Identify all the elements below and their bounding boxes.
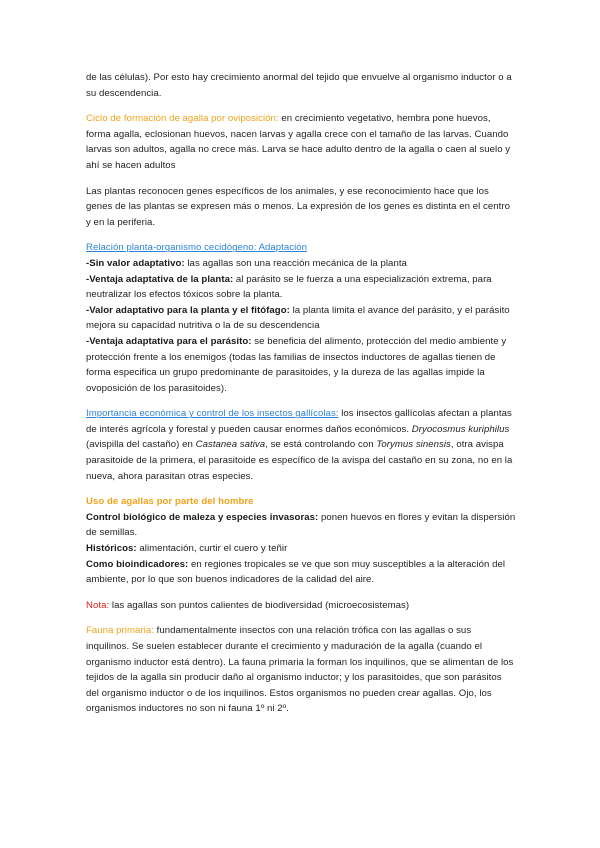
label-nota: Nota:: [86, 599, 110, 611]
heading-uso: Uso de agallas por parte del hombre: [86, 496, 254, 508]
paragraph-intro: de las células). Por esto hay crecimiento anormal del tejido que envuelve al organismo inductor o a su descendencia.: [86, 72, 512, 99]
document-body: [86, 70, 516, 727]
heading-ciclo: Ciclo de formación de agalla por oviposición:: [86, 113, 279, 125]
paragraph-fauna: Fauna primaria: fundamentalmente insectos con una relación trófica con las agallas o sus inquilinos. Se suelen establecer durante el crecimiento y maduración de la agalla (cuando el organismo inductor está dentro). La fauna primaria la forman los inquilinos, que se alimentan de los tejidos de la agalla sin producir daño al organismo inductor; y los parasitoides, que son parásitos del organismo inductor o de los inquilinos. Estos organismos no pueden crear agallas. Ojo, los organismos inductores no son ni fauna 1º ni 2º.: [86, 625, 514, 715]
heading-importancia: Importancia económica y control de los insectos gallícolas:: [86, 408, 339, 420]
species-name: Castanea sativa: [195, 439, 266, 451]
uso-item: Históricos: alimentación, curtir el cuero y teñir: [86, 543, 288, 555]
relacion-item: -Valor adaptativo para la planta y el fitófago: la planta limita el avance del parásito, y el parásito mejora su capacidad nutritiva o la de su descendencia: [86, 304, 510, 332]
paragraph-importancia: Importancia económica y control de los insectos gallícolas: los insectos gallícolas afectan a plantas de interés agrícola y forestal y pueden causar enormes daños económicos. Dryocosmus kuriphilus (avispilla del castaño) en Castanea sativa, se está controlando con Torymus sinensis, otra avispa parasitoide de la primera, el parasitoide es específico de la avispa del castaño en su zona, no en la nueva, ahora parasitan otras especies.: [86, 408, 513, 482]
paragraph-genes: Las plantas reconocen genes específicos de los animales, y ese reconocimiento hace que los genes de las plantas se expresen más o menos. La expresión de los genes es distinta en el centro y en la periferia.: [86, 185, 510, 228]
paragraph-ciclo: [86, 111, 516, 173]
section-uso: [86, 494, 516, 588]
heading-relacion: Relación planta-organismo cecidógeno: Adaptación: [86, 242, 308, 254]
heading-fauna: Fauna primaria:: [86, 625, 154, 637]
section-relacion: [86, 240, 516, 396]
species-name: Torymus sinensis: [376, 439, 451, 451]
relacion-item: -Ventaja adaptativa para el parásito: se beneficia del alimento, protección del medio ambiente y protección frente a los enemigos (todas las familias de insectos inductores de agallas tienen de forma especifica un grupo predominante de parasitoides, y la dureza de las agallas impide la ovoposición de los parasitoides).: [86, 335, 507, 394]
uso-item: Control biológico de maleza y especies invasoras: ponen huevos en flores y evitan la dispersión de semillas.: [86, 511, 516, 539]
species-name: Dryocosmus kuriphilus: [411, 423, 510, 435]
relacion-item: -Ventaja adaptativa de la planta: al parásito se le fuerza a una especialización extrema, para neutralizar los efectos tóxicos sobre la planta.: [86, 273, 492, 301]
paragraph-nota: Nota: las agallas son puntos calientes de biodiversidad (microecosistemas): [86, 599, 410, 611]
text-ciclo: en crecimiento vegetativo, hembra pone huevos, forma agalla, eclosionan huevos, nacen larvas y agalla crece con el tamaño de las larvas. Cuando larvas son adultos, agalla no crece más. Larva se hace adulto dentro de la agalla o caen al suelo y ahí se hacen adultos: [86, 113, 511, 171]
uso-item: Como bioindicadores: en regiones tropicales se ve que son muy susceptibles a la alteración del ambiente, por lo que son buenos indicadores de la calidad del aire.: [86, 558, 506, 586]
relacion-item: -Sin valor adaptativo: las agallas son una reacción mecánica de la planta: [86, 257, 407, 269]
